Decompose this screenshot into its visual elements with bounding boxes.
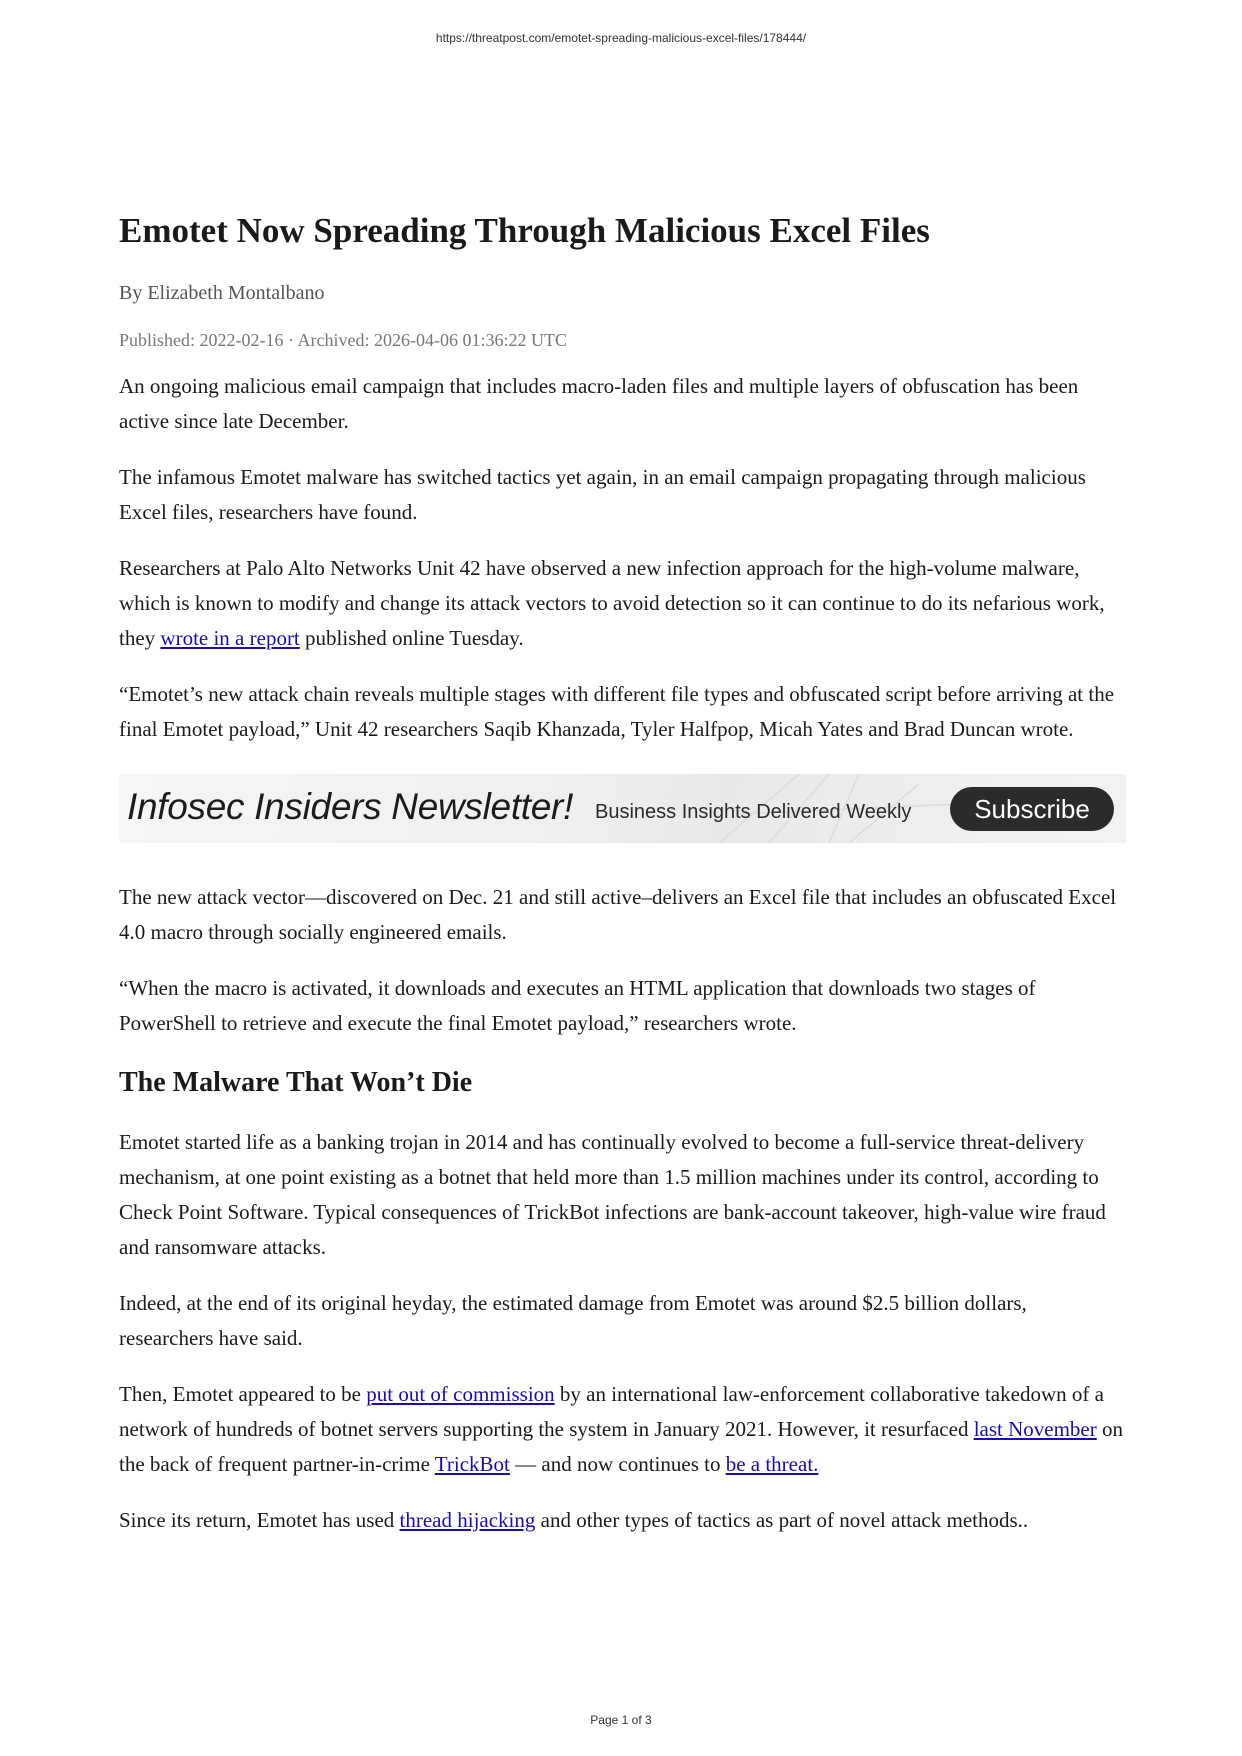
thread-hijacking-link[interactable]: thread hijacking: [399, 1507, 536, 1532]
paragraph-2: The infamous Emotet malware has switched tactics yet again, in an email campaign propagating through malicious Excel files, researchers have found.: [119, 465, 1086, 524]
paragraph-6: “When the macro is activated, it downloads and executes an HTML application that downloads two stages of PowerShell to retrieve and execute the final Emotet payload,” researchers wrote.: [119, 976, 1036, 1035]
page-number: Page 1 of 3: [590, 1713, 652, 1727]
section-heading: The Malware That Won’t Die: [119, 1067, 473, 1098]
paragraph-5: The new attack vector—discovered on Dec. 21 and still active–delivers an Excel file that includes an obfuscated Excel 4.0 macro through socially engineered emails.: [119, 885, 1117, 944]
newsletter-banner[interactable]: [119, 774, 1126, 843]
publish-meta: Published: 2022-02-16 · Archived: 2026-04-06 01:36:22 UTC: [119, 330, 567, 350]
put-out-of-commission-link[interactable]: put out of commission: [366, 1381, 555, 1406]
byline: By Elizabeth Montalbano: [119, 282, 325, 304]
last-november-link[interactable]: last November: [973, 1416, 1097, 1441]
subscribe-button[interactable]: Subscribe: [950, 787, 1114, 831]
source-url: https://threatpost.com/emotet-spreading-malicious-excel-files/178444/: [435, 31, 807, 45]
wrote-in-a-report-link[interactable]: wrote in a report: [160, 626, 300, 650]
article-title: Emotet Now Spreading Through Malicious Excel Files: [119, 211, 930, 250]
newsletter-subtitle: Business Insights Delivered Weekly: [595, 801, 912, 823]
paragraph-4: “Emotet’s new attack chain reveals multiple stages with different file types and obfuscated script before arriving at the final Emotet payload,” Unit 42 researchers Saqib Khanzada, Tyler Halfpop, Micah Yates and Brad Duncan wrote.: [119, 682, 1115, 741]
newsletter-title: Infosec Insiders Newsletter!: [127, 786, 574, 827]
paragraph-3: Researchers at Palo Alto Networks Unit 42 have observed a new infection approach for the high-volume malware, which is known to modify and change its attack vectors to avoid detection so it can continue to do its nefarious work, they wrote in a report published online Tuesday.: [119, 556, 1105, 650]
paragraph-7: Emotet started life as a banking trojan in 2014 and has continually evolved to become a full-service threat-delivery mechanism, at one point existing as a botnet that held more than 1.5 million machines under its control, according to Check Point Software. Typical consequences of TrickBot infections are bank-account takeover, high-value wire fraud and ransomware attacks.: [119, 1129, 1106, 1259]
article: [119, 210, 1126, 1538]
trickbot-link[interactable]: TrickBot: [434, 1451, 510, 1476]
paragraph-10: Since its return, Emotet has used thread hijacking and other types of tactics as part of novel attack methods..: [119, 1507, 1029, 1532]
paragraph-intro: An ongoing malicious email campaign that includes macro-laden files and multiple layers of obfuscation has been active since late December.: [119, 374, 1079, 433]
paragraph-8: Indeed, at the end of its original heyday, the estimated damage from Emotet was around $2.5 billion dollars, researchers have said.: [119, 1290, 1027, 1350]
be-a-threat-link[interactable]: be a threat.: [725, 1451, 819, 1476]
paragraph-9: Then, Emotet appeared to be put out of commission by an international law-enforcement collaborative takedown of a network of hundreds of botnet servers supporting the system in January 2021. However, it resurfaced last November on the back of frequent partner-in-crime TrickBot — and now continues to be a threat.: [119, 1381, 1123, 1476]
